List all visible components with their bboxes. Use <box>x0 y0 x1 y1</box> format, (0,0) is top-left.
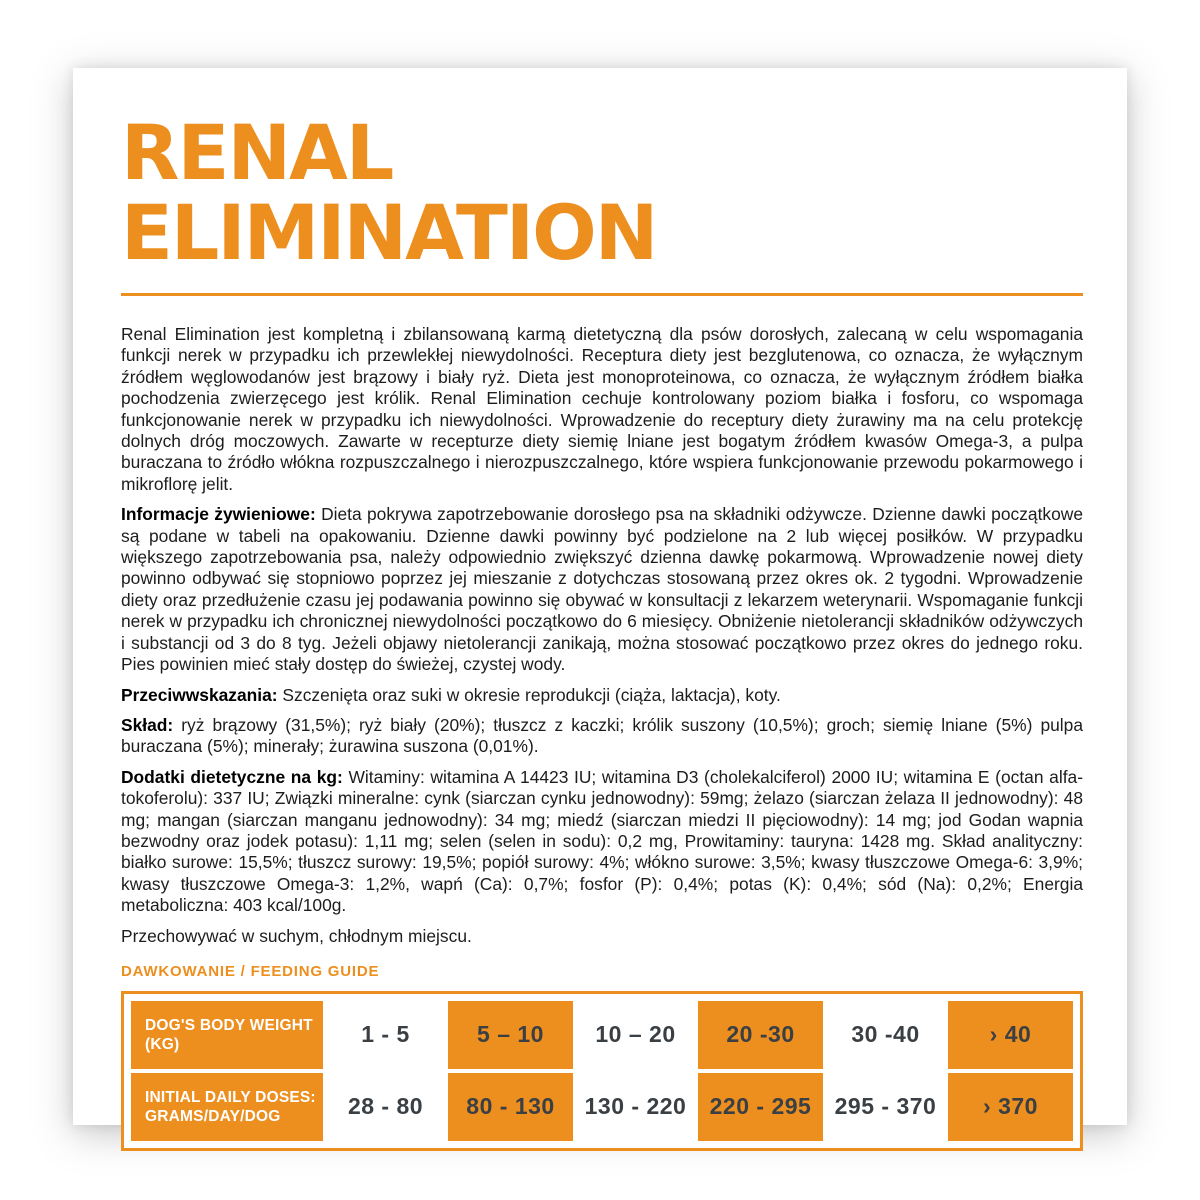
feeding-guide-heading: DAWKOWANIE / FEEDING GUIDE <box>121 962 380 980</box>
table-cell-weight-6: › 40 <box>948 1001 1073 1069</box>
table-cell-weight-2: 5 – 10 <box>448 1001 573 1069</box>
table-cell-weight-5: 30 -40 <box>851 1021 920 1048</box>
paragraph-lead: Informacje żywieniowe: <box>121 504 316 525</box>
storage-paragraph <box>121 926 1083 947</box>
table-cell-weight-1: 1 - 5 <box>361 1021 410 1048</box>
table-cell-dose-2: 80 - 130 <box>448 1073 573 1141</box>
table-cell-dose-5: 295 - 370 <box>834 1093 937 1120</box>
product-title-line1: RENAL <box>121 108 393 197</box>
table-cell-dose-1: 28 - 80 <box>347 1093 424 1120</box>
nutrition-info-paragraph <box>121 504 1083 675</box>
paragraph-text: ryż brązowy (31,5%); ryż biały (20%); tłuszcz z kaczki; królik suszony (10,5%); groch; siemię lniane (5%) pulpa buraczana (5%); minerały; żurawina suszona (0,01%). <box>121 714 1083 757</box>
table-header-daily-doses: INITIAL DAILY DOSES: GRAMS/DAY/DOG <box>131 1073 323 1141</box>
table-cell-dose-4: 220 - 295 <box>698 1073 823 1141</box>
composition-paragraph <box>121 715 1083 758</box>
table-cell-dose-3: 130 - 220 <box>584 1093 687 1120</box>
product-title <box>121 108 1083 277</box>
paragraph-lead: Przeciwwskazania: <box>121 684 278 705</box>
paragraph-lead: Skład: <box>121 714 174 735</box>
table-cell-weight-3: 10 – 20 <box>595 1021 676 1048</box>
table-header-body-weight: DOG'S BODY WEIGHT (KG) <box>131 1001 323 1069</box>
table-cell-weight-4: 20 -30 <box>698 1001 823 1069</box>
intro-paragraph <box>121 324 1083 495</box>
product-title-line2: ELIMINATION <box>121 188 657 277</box>
paragraph-text: Renal Elimination jest kompletną i zbilansowaną karmą dietetyczną dla psów dorosłych, zalecaną w celu wspomagania funkcji nerek w przypadku ich przewlekłej niewydolności. Receptura diety jest bezglutenowa, co oznacza, że wyłącznym źródłem węglowodanów jest brązowy i biały ryż. Dieta jest monoproteinowa, co oznacza, że wyłącznym źródłem białka pochodzenia zwierzęcego jest królik. Renal Elimination cechuje kontrolowany poziom białka i fosforu, co wspomaga funkcjonowanie nerek w przypadku ich niewydolności. Wprowadzenie do receptury diety żurawiny ma na celu protekcję dolnych dróg moczowych. Zawarte w recepturze diety siemię lniane jest bogatym źródłem kwasów Omega-3, a pulpa buraczana to źródło włókna rozpuszczalnego i nierozpuszczalnego, które wspiera funkcjonowanie przewodu pokarmowego i mikroflorę jelit. <box>121 324 1083 494</box>
product-description <box>121 324 1083 947</box>
title-divider <box>121 293 1083 296</box>
paragraph-text: Przechowywać w suchym, chłodnym miejscu. <box>121 925 472 946</box>
paragraph-text: Dieta pokrywa zapotrzebowanie dorosłego psa na składniki odżywcze. Dzienne dawki początkowe są podane w tabeli na opakowaniu. Dzienne dawki powinny być podzielone na 2 lub więcej posiłków. W przypadku większego zapotrzebowania psa, należy odpowiednio zwiększyć dzienna dawkę pokarmową. Wprowadzenie nowej diety powinno odbywać się stopniowo poprzez jej mieszanie z dotychczas stosowaną przez okres ok. 2 tygodni. Wprowadzenie diety oraz przedłużenie czasu jej podawania powinno się obywać w konsultacji z lekarzem weterynarii. Wspomaganie funkcji nerek w przypadku ich chronicznej niewydolności początkowo do 6 miesięcy. Obniżenie nietolerancji składników odżywczych i substancji od 3 do 8 tyg. Jeżeli objawy nietolerancji zanikają, można stosować początkowo przez okres do jednego roku. Pies powinien mieć stały dostęp do świeżej, czystej wody. <box>121 504 1083 675</box>
feeding-guide-table <box>121 991 1083 1151</box>
paragraph-lead: Dodatki dietetyczne na kg: <box>121 766 343 787</box>
product-info-card <box>73 68 1127 1125</box>
contraindications-paragraph <box>121 685 1083 706</box>
additives-paragraph <box>121 767 1083 917</box>
paragraph-text: Szczenięta oraz suki w okresie reprodukcji (ciąża, laktacja), koty. <box>277 684 781 705</box>
table-cell-dose-6: › 370 <box>948 1073 1073 1141</box>
paragraph-text: Witaminy: witamina A 14423 IU; witamina D3 (cholekalciferol) 2000 IU; witamina E (octan alfa-tokoferolu): 337 IU; Związki mineralne: cynk (siarczan cynku jednowodny): 59mg; żelazo (siarczan żelaza II jednowodny): 48 mg; mangan (siarczan manganu jednowodny): 34 mg; miedź (siarczan miedzi II pięciowodny): 14 mg; jod Godan wapnia bezwodny oraz jodek potasu): 1,11 mg; selen (selen in sodu): 0,2 mg, Prowitaminy: tauryna: 1428 mg. Skład analityczny: białko surowe: 15,5%; tłuszcz surowy: 19,5%; popiół surowy: 4%; włókno surowe: 3,5%; kwasy tłuszczowe Omega-6: 3,9%; kwasy tłuszczowe Omega-3: 1,2%, wapń (Ca): 0,7%; fosfor (P): 0,4%; potas (K): 0,4%; sód (Na): 0,2%; Energia metaboliczna: 403 kcal/100g. <box>121 766 1083 916</box>
